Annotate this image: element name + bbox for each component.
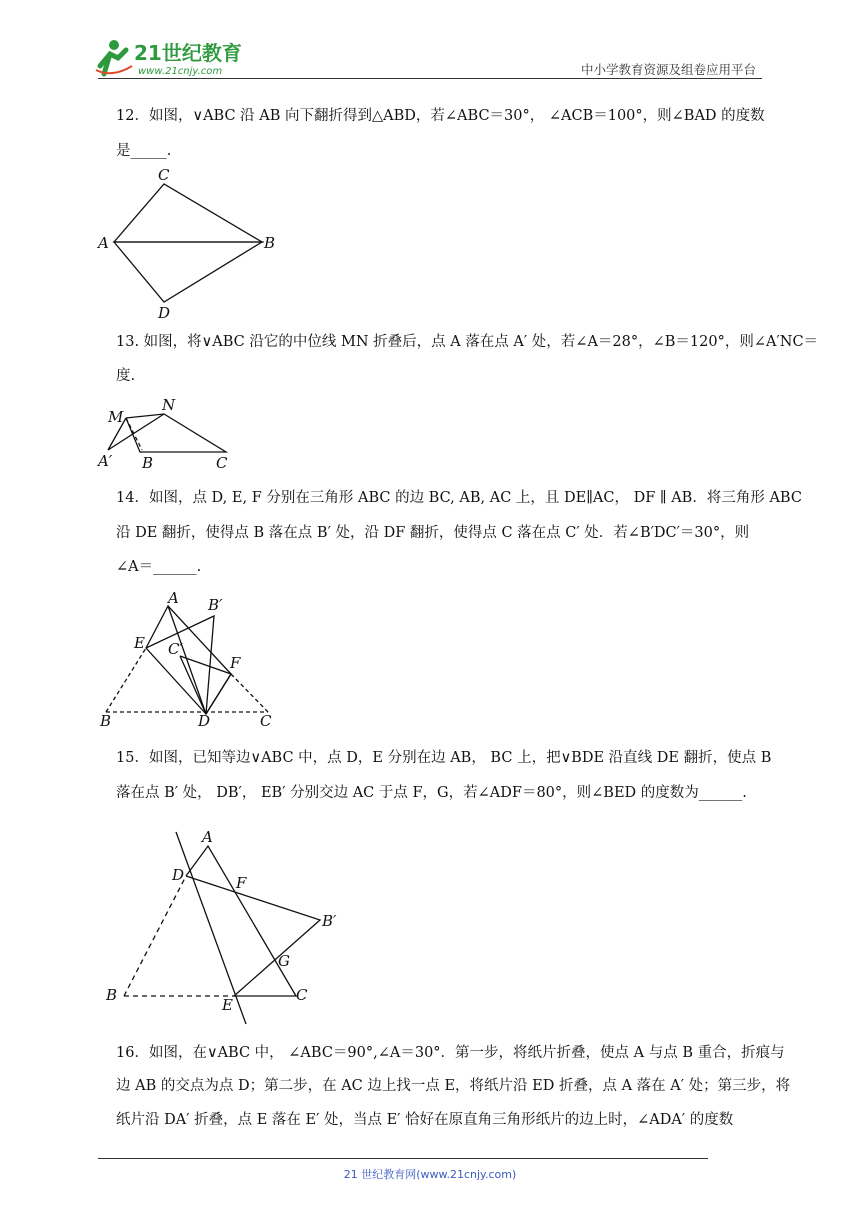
q15-line-1: 15．如图，已知等边∨ABC 中，点 D，E 分别在边 AB， BC 上，把∨BDE 沿直线 DE 翻折，使点 B — [116, 750, 772, 766]
q12-label-c: C — [158, 166, 170, 184]
q14-label-c-prime: C′ — [168, 640, 183, 658]
q12-label-d: D — [158, 304, 171, 322]
q14-label-d: D — [198, 712, 211, 728]
q14-figure — [96, 586, 296, 732]
q15-label-e: E — [222, 996, 233, 1014]
header-divider — [98, 78, 762, 79]
q14-line-3: ∠A＝______. — [116, 559, 202, 575]
q14-line-2: 沿 DE 翻折，使得点 B 落在点 B′ 处，沿 DF 翻折，使得点 C 落在点 C′ 处．若∠B′DC′＝30°，则 — [116, 525, 750, 541]
q14-label-c: C — [260, 712, 272, 728]
q15-label-c: C — [296, 986, 308, 1004]
q13-label-c: C — [216, 454, 228, 472]
q15-label-b: B — [106, 986, 118, 1004]
q13-label-n: N — [162, 396, 176, 414]
logo-url: www.21cnjy.com — [138, 66, 223, 77]
q15-label-b-prime: B′ — [322, 912, 337, 930]
q15-label-d: D — [172, 866, 185, 884]
q14-label-b: B — [100, 712, 112, 728]
q13-label-b: B — [142, 454, 154, 472]
q13-line-2: 度. — [116, 368, 136, 384]
q12-line-2: 是_____. — [116, 143, 172, 159]
footer-link[interactable]: 21 世纪教育网(www.21cnjy.com) — [343, 1168, 517, 1181]
q12-line-1: 12．如图，∨ABC 沿 AB 向下翻折得到△ABD，若∠ABC＝30°， ∠ACB＝100°，则∠BAD 的度数 — [116, 108, 765, 124]
runner-logo-icon — [92, 36, 262, 78]
q14-line-1: 14．如图，点 D, E, F 分别在三角形 ABC 的边 BC, AB, AC 上，且 DE∥AC， DF ∥ AB．将三角形 ABC — [116, 490, 802, 506]
q13-figure — [96, 394, 256, 478]
q15-label-f: F — [236, 874, 247, 892]
q12-label-a: A — [98, 234, 109, 252]
header-tagline: 中小学教育资源及组卷应用平台 — [580, 62, 756, 77]
q13-label-m: M — [108, 408, 124, 426]
q14-label-b-prime: B′ — [208, 596, 223, 614]
q12-figure — [96, 162, 296, 326]
q15-figure — [96, 824, 356, 1032]
site-logo — [92, 36, 262, 78]
q12-label-b: B — [264, 234, 276, 252]
q13-label-a-prime: A′ — [98, 452, 113, 470]
q15-line-2: 落在点 B′ 处， DB′， EB′ 分别交边 AC 于点 F，G，若∠ADF＝80°，则∠BED 的度数为______. — [116, 785, 747, 801]
q14-label-f: F — [230, 654, 241, 672]
footer-divider — [98, 1158, 708, 1159]
logo-title: 21世纪教育 — [134, 41, 242, 65]
q15-label-a: A — [202, 828, 213, 846]
q13-line-1: 13. 如图，将∨ABC 沿它的中位线 MN 折叠后，点 A 落在点 A′ 处，若∠A＝28°，∠B＝120°，则∠A′NC＝ — [116, 334, 819, 350]
q16-line-1: 16．如图，在∨ABC 中， ∠ABC＝90°,∠A＝30°．第一步，将纸片折叠，使点 A 与点 B 重合，折痕与 — [116, 1045, 785, 1061]
q14-label-a: A — [168, 589, 179, 607]
q16-line-2: 边 AB 的交点为点 D；第二步，在 AC 边上找一点 E，将纸片沿 ED 折叠，点 A 落在 A′ 处；第三步，将 — [116, 1078, 791, 1094]
q15-label-g: G — [278, 952, 290, 970]
q14-label-e: E — [134, 634, 145, 652]
q16-line-3: 纸片沿 DA′ 折叠，点 E 落在 E′ 处，当点 E′ 恰好在原直角三角形纸片的边上时，∠ADA′ 的度数 — [116, 1112, 734, 1128]
